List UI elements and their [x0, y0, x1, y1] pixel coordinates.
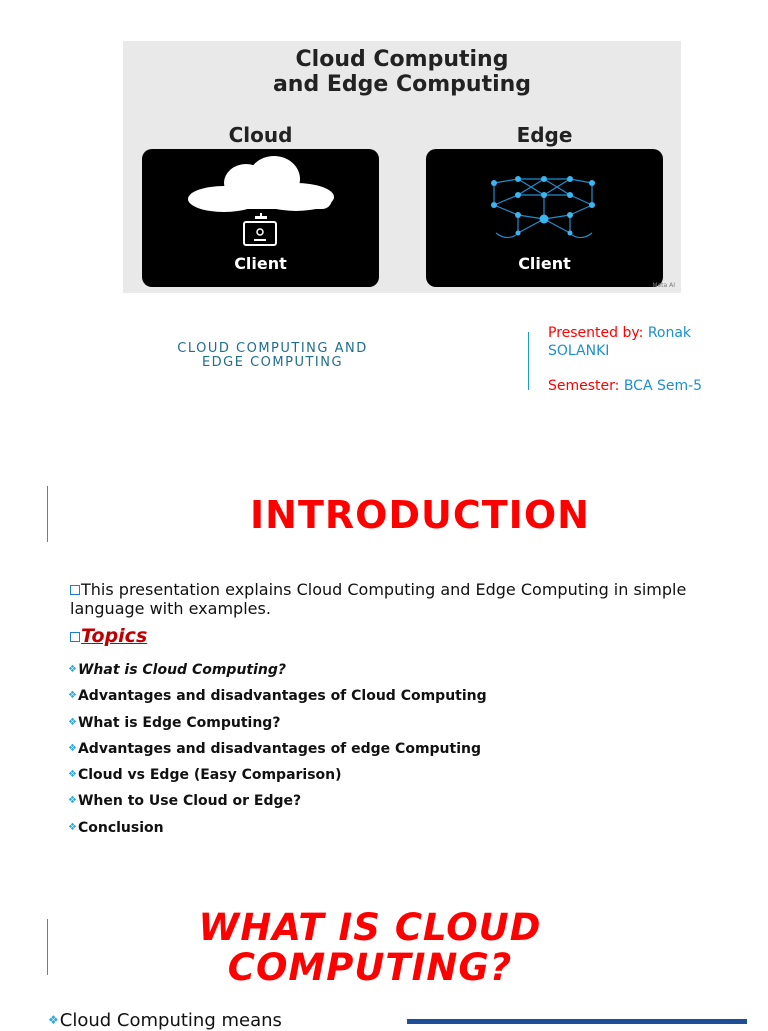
topics-list [68, 657, 487, 841]
cloud-first-bullet [48, 1010, 282, 1031]
cloud-title-line1: WHAT IS CLOUD [198, 906, 542, 949]
diamond-bullet-icon: ❖ [68, 690, 77, 702]
topic-text: What is Edge Computing? [77, 714, 281, 731]
diamond-bullet-icon: ❖ [68, 769, 77, 781]
cloud-title-line2: COMPUTING? [227, 946, 513, 989]
diamond-bullet-icon: ❖ [68, 821, 77, 833]
semester-line [548, 377, 748, 395]
divider-line [528, 332, 529, 390]
topic-text: Conclusion [77, 819, 164, 836]
cloud-first-bullet-text: Cloud Computing means [59, 1010, 282, 1031]
content-bar [407, 1019, 747, 1024]
intro-paragraph [70, 580, 710, 618]
edge-network-icon [426, 149, 663, 259]
diamond-bullet-icon: ❖ [68, 716, 77, 728]
topic-text: When to Use Cloud or Edge? [77, 793, 302, 810]
intro-paragraph-text: This presentation explains Cloud Computing and Edge Computing in simple language with examples. [70, 580, 707, 618]
cover-title [123, 47, 681, 97]
cloud-label: Cloud [228, 123, 293, 147]
semester-label: Semester: [548, 378, 620, 394]
diamond-bullet-icon: ❖ [68, 795, 77, 807]
topic-text: What is Cloud Computing? [77, 662, 287, 678]
topic-text: Advantages and disadvantages of Cloud Computing [77, 688, 487, 705]
cloud-tile [142, 149, 379, 287]
square-bullet-icon [70, 585, 80, 595]
topics-heading [70, 625, 147, 647]
presenter-info [548, 324, 748, 395]
subtitle-line1: CLOUD COMPUTING AND [177, 341, 368, 356]
list-item [68, 710, 487, 736]
slide-accent-line [47, 486, 48, 542]
semester-value: BCA Sem-5 [623, 378, 703, 394]
list-item [68, 657, 487, 683]
presented-by-label: Presented by: [548, 325, 644, 341]
topic-text: Advantages and disadvantages of edge Computing [77, 740, 482, 757]
cloud-icon [142, 149, 379, 259]
square-bullet-icon [70, 632, 80, 642]
list-item [68, 736, 487, 762]
cover-title-line1: Cloud Computing [295, 47, 509, 72]
cloud-client-caption: Client [234, 254, 287, 273]
presentation-subtitle [150, 342, 395, 370]
subtitle-line2: EDGE COMPUTING [201, 355, 344, 370]
cover-image [123, 41, 681, 293]
presented-by-line [548, 324, 748, 360]
list-item [68, 815, 487, 841]
topics-heading-text: Topics [81, 625, 148, 647]
intro-title: INTRODUCTION [250, 493, 590, 537]
cover-title-line2: and Edge Computing [272, 72, 532, 97]
presenter-name: Ronak SOLANKI [548, 325, 692, 359]
cloud-slide-title [150, 908, 590, 988]
list-item [68, 762, 487, 788]
diamond-bullet-icon: ❖ [48, 1013, 59, 1027]
list-item [68, 683, 487, 709]
edge-label: Edge [516, 123, 573, 147]
edge-client-caption: Client [518, 254, 571, 273]
list-item [68, 788, 487, 814]
watermark: Meta AI [652, 282, 675, 289]
diamond-bullet-icon: ❖ [68, 664, 77, 675]
edge-tile [426, 149, 663, 287]
topic-text: Cloud vs Edge (Easy Comparison) [77, 767, 342, 784]
diamond-bullet-icon: ❖ [68, 742, 77, 754]
slide-accent-line [47, 919, 48, 975]
